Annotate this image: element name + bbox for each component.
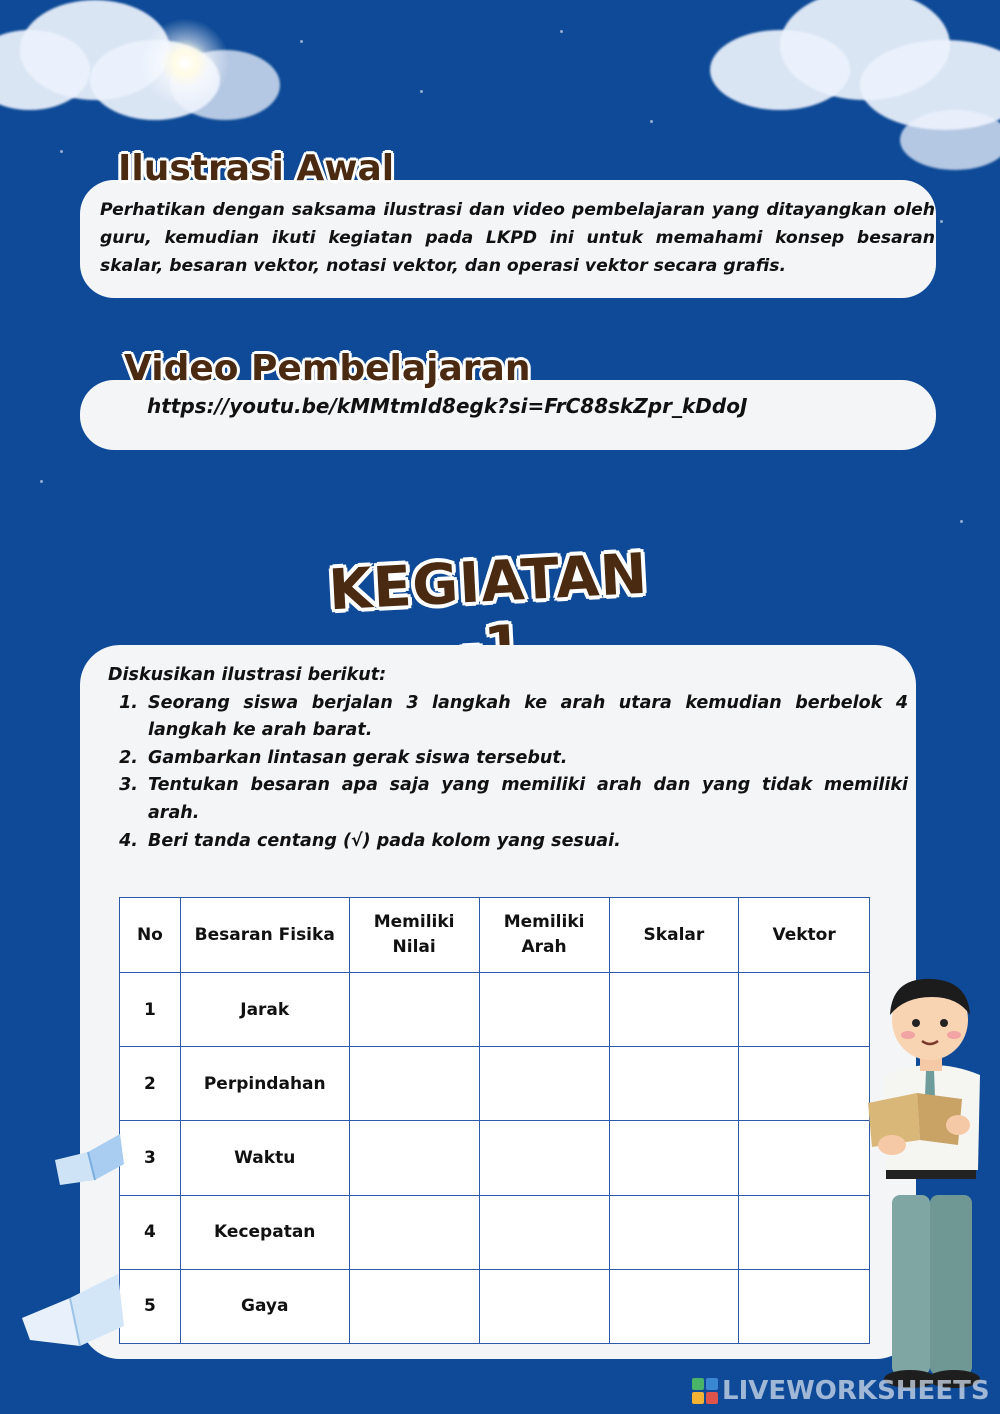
video-title: Video Pembelajaran <box>124 348 531 389</box>
check-cell-arah[interactable] <box>479 1121 609 1195</box>
table-row <box>120 1121 870 1195</box>
check-cell-nilai[interactable] <box>349 973 479 1047</box>
step-item: 3. Tentukan besaran apa saja yang memiliki arah dan yang tidak memiliki arah. <box>144 772 908 827</box>
activity-instructions <box>108 662 908 855</box>
row-quantity: Jarak <box>180 973 349 1047</box>
table-row <box>120 1195 870 1269</box>
row-no: 3 <box>120 1121 181 1195</box>
open-book-icon <box>18 1268 128 1358</box>
check-cell-skalar[interactable] <box>609 973 739 1047</box>
check-cell-vektor[interactable] <box>739 1195 870 1269</box>
activity-title: KEGIATAN <box>327 541 650 624</box>
header-memiliki-nilai: Memiliki Nilai <box>349 898 479 973</box>
check-cell-arah[interactable] <box>479 973 609 1047</box>
row-quantity: Gaya <box>180 1269 349 1343</box>
check-cell-vektor[interactable] <box>739 1047 870 1121</box>
physics-quantity-table <box>119 897 870 1344</box>
check-cell-arah[interactable] <box>479 1269 609 1343</box>
row-quantity: Waktu <box>180 1121 349 1195</box>
row-no: 2 <box>120 1047 181 1121</box>
activity-steps <box>144 690 908 856</box>
check-cell-nilai[interactable] <box>349 1269 479 1343</box>
flying-book-icon <box>50 1130 130 1190</box>
table-row <box>120 1047 870 1121</box>
header-besaran: Besaran Fisika <box>180 898 349 973</box>
sun-icon <box>140 18 230 108</box>
table-header-row <box>120 898 870 973</box>
check-cell-nilai[interactable] <box>349 1121 479 1195</box>
intro-text: Perhatikan dengan saksama ilustrasi dan video pembelajaran yang ditayangkan oleh guru, kemudian ikuti kegiatan pada LKPD ini untuk memahami konsep besaran skalar, besaran vektor, notasi vektor, dan operasi vektor secara grafis. <box>100 200 935 276</box>
check-cell-skalar[interactable] <box>609 1269 739 1343</box>
check-cell-arah[interactable] <box>479 1195 609 1269</box>
video-link[interactable]: https://youtu.be/kMMtmId8egk?si=FrC88skZpr_kDdoJ <box>147 394 748 418</box>
check-cell-skalar[interactable] <box>609 1195 739 1269</box>
step-item: 2. Gambarkan lintasan gerak siswa tersebut. <box>144 745 908 773</box>
table-row <box>120 973 870 1047</box>
check-cell-nilai[interactable] <box>349 1195 479 1269</box>
header-skalar: Skalar <box>609 898 739 973</box>
check-cell-skalar[interactable] <box>609 1047 739 1121</box>
activity-prompt: Diskusikan ilustrasi berikut: <box>108 665 387 685</box>
liveworksheets-logo-icon <box>692 1378 718 1404</box>
row-no: 1 <box>120 973 181 1047</box>
header-memiliki-arah: Memiliki Arah <box>479 898 609 973</box>
row-no: 4 <box>120 1195 181 1269</box>
check-cell-vektor[interactable] <box>739 973 870 1047</box>
student-illustration <box>862 975 992 1395</box>
liveworksheets-watermark: LIVEWORKSHEETS <box>722 1376 990 1406</box>
header-vektor: Vektor <box>739 898 870 973</box>
row-quantity: Perpindahan <box>180 1047 349 1121</box>
row-quantity: Kecepatan <box>180 1195 349 1269</box>
header-no: No <box>120 898 181 973</box>
check-cell-vektor[interactable] <box>739 1121 870 1195</box>
check-cell-nilai[interactable] <box>349 1047 479 1121</box>
step-item: 1. Seorang siswa berjalan 3 langkah ke arah utara kemudian berbelok 4 langkah ke arah barat. <box>144 690 908 745</box>
check-cell-arah[interactable] <box>479 1047 609 1121</box>
step-item: 4. Beri tanda centang (√) pada kolom yang sesuai. <box>144 828 908 856</box>
intro-title: Ilustrasi Awal <box>118 148 395 189</box>
table-row <box>120 1269 870 1343</box>
check-cell-skalar[interactable] <box>609 1121 739 1195</box>
row-no: 5 <box>120 1269 181 1343</box>
check-cell-vektor[interactable] <box>739 1269 870 1343</box>
